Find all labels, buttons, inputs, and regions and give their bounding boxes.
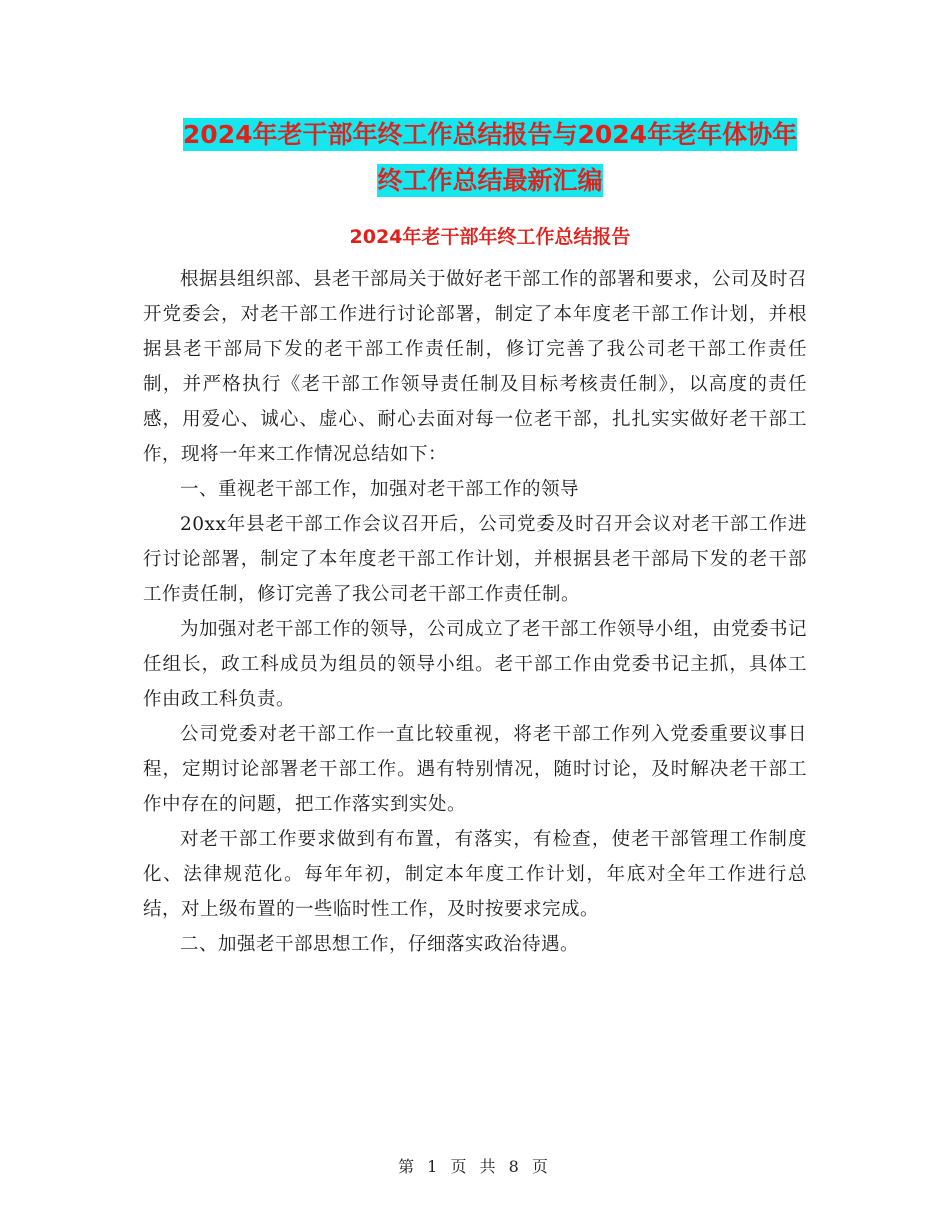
paragraph: 为加强对老干部工作的领导，公司成立了老干部工作领导小组，由党委书记任组长，政工科成员为组员的领导小组。老干部工作由党委书记主抓，具体工作由政工科负责。: [143, 619, 808, 710]
paragraph: 公司党委对老干部工作一直比较重视，将老干部工作列入党委重要议事日程，定期讨论部署老干部工作。遇有特别情况，随时讨论，及时解决老干部工作中存在的问题，把工作落实到实处。: [143, 724, 807, 815]
paragraph: 20xx年县老干部工作会议召开后，公司党委及时召开会议对老干部工作进行讨论部署，制定了本年度老干部工作计划，并根据县老干部局下发的老干部工作责任制，修订完善了我公司老干部工作责任制。: [143, 514, 807, 605]
section-heading: 一、重视老干部工作，加强对老干部工作的领导: [180, 479, 580, 500]
document-title: [140, 112, 840, 204]
page-number: 第 1 页 共 8 页: [398, 1157, 552, 1176]
section-heading: 二、加强老干部思想工作，仔细落实政治待遇。: [180, 934, 580, 955]
paragraph: 对老干部工作要求做到有布置，有落实，有检查，使老干部管理工作制度化、法律规范化。每年年初，制定本年度工作计划，年底对全年工作进行总结，对上级布置的一些临时性工作，及时按要求完成。: [143, 829, 807, 920]
title-line-2: 终工作总结最新汇编: [377, 166, 603, 195]
document-body: [143, 262, 807, 962]
title-line-1: 2024年老干部年终工作总结报告与2024年老年体协年: [182, 120, 798, 149]
paragraph: 根据县组织部、县老干部局关于做好老干部工作的部署和要求，公司及时召开党委会，对老干部工作进行讨论部署，制定了本年度老干部工作计划，并根据县老干部局下发的老干部工作责任制，修订完善了我公司老干部工作责任制，并严格执行《老干部工作领导责任制及目标考核责任制》，以高度的责任感，用爱心、诚心、虚心、耐心去面对每一位老干部，扎扎实实做好老干部工作，现将一年来工作情况总结如下：: [143, 269, 808, 465]
section-title: 2024年老干部年终工作总结报告: [349, 226, 631, 248]
